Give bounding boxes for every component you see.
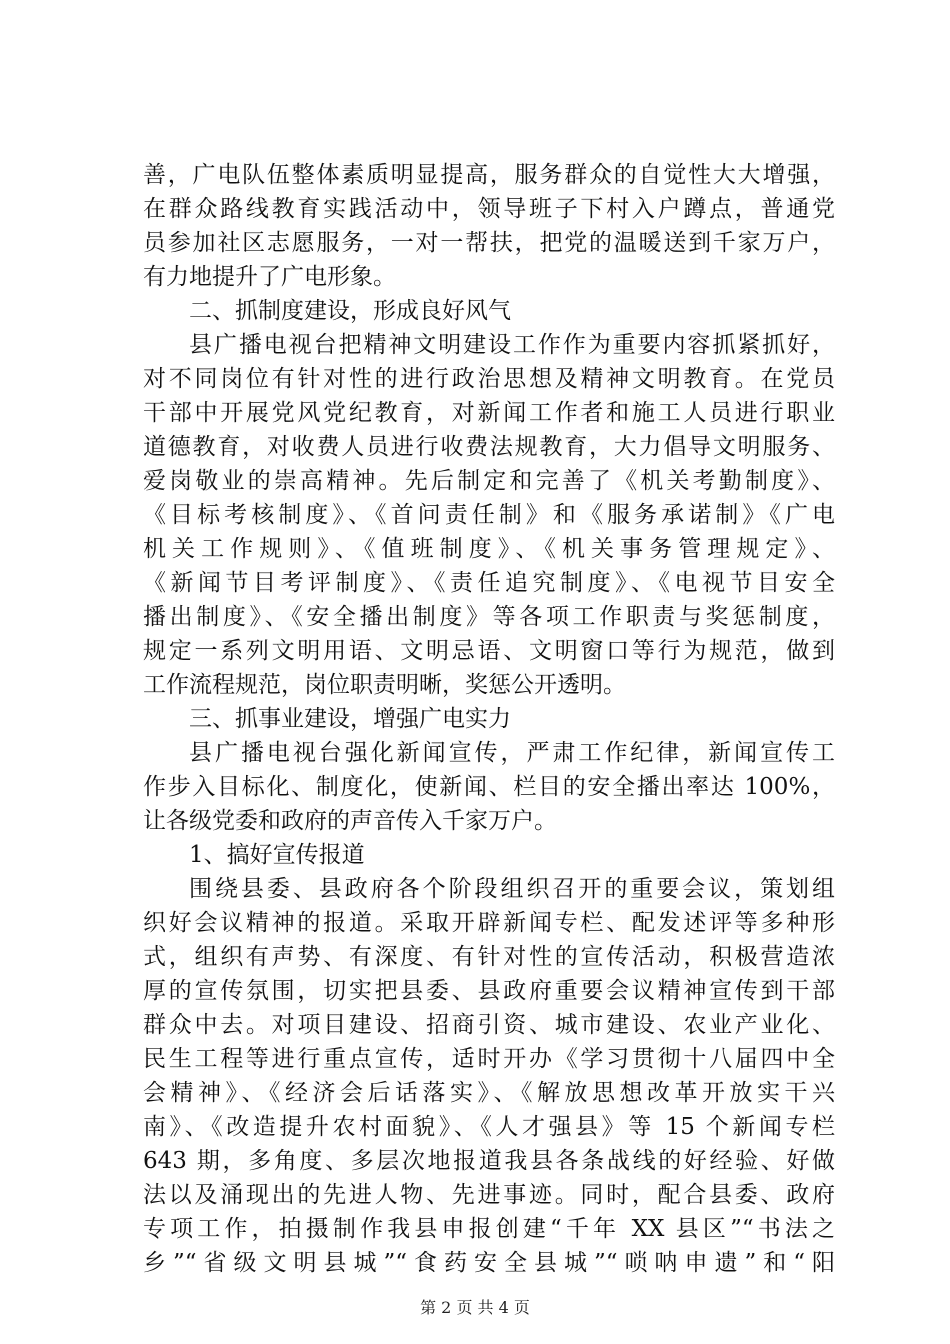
subsection-heading: 1、搞好宣传报道 — [189, 842, 365, 868]
text-line: 对不同岗位有针对性的进行政治思想及精神文明教育。在党员 — [143, 366, 835, 392]
text-line: 县广播电视台把精神文明建设工作作为重要内容抓紧抓好， — [189, 332, 835, 358]
page-footer: 第 2 页 共 4 页 — [420, 1298, 530, 1317]
text-line: 法以及涌现出的先进人物、先进事迹。同时，配合县委、政府 — [143, 1182, 835, 1208]
text-line: 在群众路线教育实践活动中，领导班子下村入户蹲点，普通党 — [143, 196, 835, 222]
text-line: 让各级党委和政府的声音传入千家万户。 — [143, 808, 557, 834]
text-line: 南》、《改造提升农村面貌》、《人才强县》等 15 个新闻专栏 — [143, 1114, 835, 1140]
text-line: 织好会议精神的报道。采取开辟新闻专栏、配发述评等多种形 — [143, 910, 835, 936]
text-line: 工作流程规范，岗位职责明晰，奖惩公开透明。 — [143, 672, 626, 698]
text-line: 爱岗敬业的崇高精神。先后制定和完善了《机关考勤制度》、 — [143, 468, 835, 494]
text-line: 群众中去。对项目建设、招商引资、城市建设、农业产业化、 — [143, 1012, 835, 1038]
text-line: 播出制度》、《安全播出制度》等各项工作职责与奖惩制度， — [143, 604, 835, 630]
text-line: 《目标考核制度》、《首问责任制》和《服务承诺制》《广电 — [143, 502, 835, 528]
text-line: 乡”“省级文明县城”“食药安全县城”“唢呐申遗”和“阳 — [143, 1250, 835, 1276]
text-line: 《新闻节目考评制度》、《责任追究制度》、《电视节目安全 — [143, 570, 835, 596]
text-line: 干部中开展党风党纪教育，对新闻工作者和施工人员进行职业 — [143, 400, 835, 426]
text-line: 厚的宣传氛围，切实把县委、县政府重要会议精神宣传到干部 — [143, 978, 835, 1004]
text-line: 民生工程等进行重点宣传，适时开办《学习贯彻十八届四中全 — [143, 1046, 835, 1072]
text-line: 643 期，多角度、多层次地报道我县各条战线的好经验、好做 — [143, 1148, 835, 1174]
text-line: 围绕县委、县政府各个阶段组织召开的重要会议，策划组 — [189, 876, 835, 902]
section-heading: 三、抓事业建设，增强广电实力 — [189, 706, 511, 732]
text-line: 规定一系列文明用语、文明忌语、文明窗口等行为规范，做到 — [143, 638, 835, 664]
text-line: 员参加社区志愿服务，一对一帮扶，把党的温暖送到千家万户， — [143, 230, 835, 256]
text-line: 县广播电视台强化新闻宣传，严肃工作纪律，新闻宣传工 — [189, 740, 835, 766]
section-heading: 二、抓制度建设，形成良好风气 — [189, 298, 511, 324]
body-text — [143, 158, 835, 1280]
text-line: 道德教育，对收费人员进行收费法规教育，大力倡导文明服务、 — [143, 434, 835, 460]
text-line: 作步入目标化、制度化，使新闻、栏目的安全播出率达 100%， — [143, 774, 835, 800]
text-line: 式，组织有声势、有深度、有针对性的宣传活动，积极营造浓 — [143, 944, 835, 970]
text-line: 会精神》、《经济会后话落实》、《解放思想改革开放实干兴 — [143, 1080, 835, 1106]
text-line: 善，广电队伍整体素质明显提高，服务群众的自觉性大大增强， — [143, 162, 835, 188]
text-line: 机关工作规则》、《值班制度》、《机关事务管理规定》、 — [143, 536, 835, 562]
text-line: 有力地提升了广电形象。 — [143, 264, 396, 290]
text-line: 专项工作，拍摄制作我县申报创建“千年 XX 县区”“书法之 — [143, 1216, 835, 1242]
